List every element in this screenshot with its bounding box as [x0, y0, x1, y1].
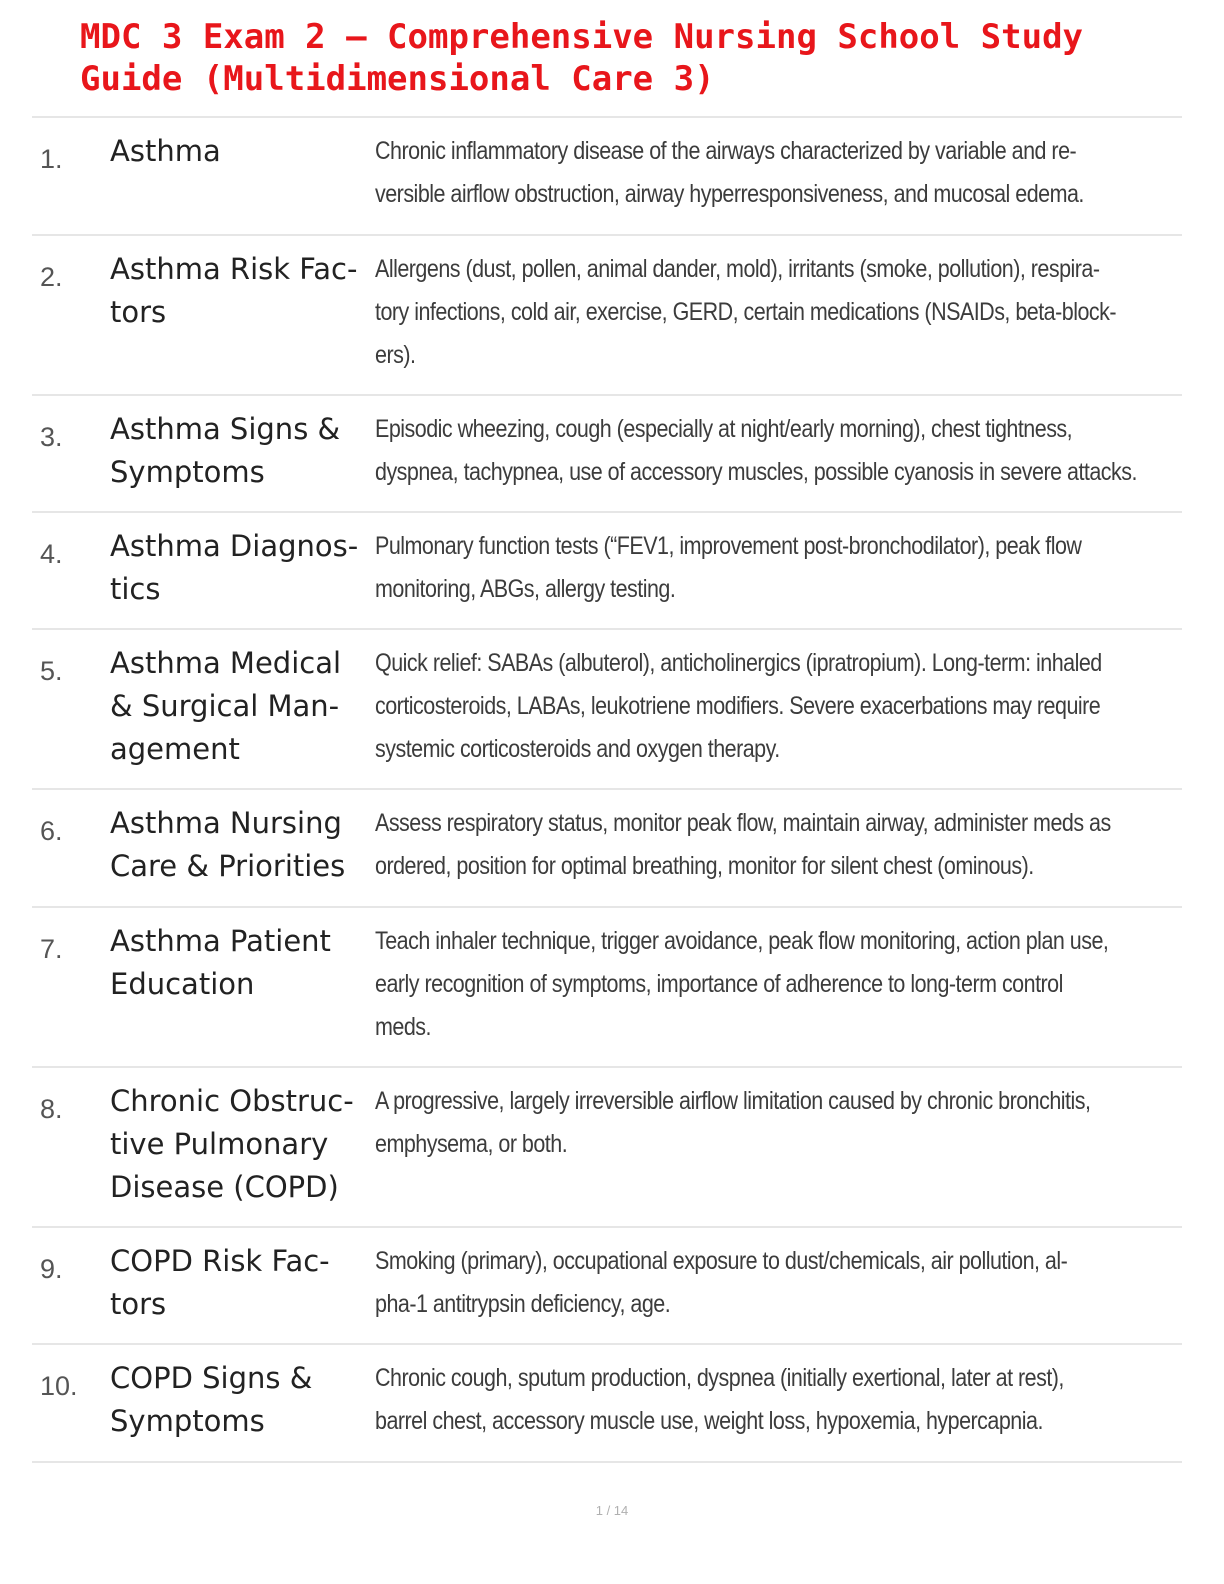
definition-line: ordered, position for optimal breathing, monitor for silent chest (ominous). — [375, 852, 1034, 880]
table-row — [32, 1345, 1182, 1463]
definition-line: Chronic cough, sputum production, dyspnea (initially exertional, later at rest), — [375, 1364, 1064, 1392]
row-number: 9. — [40, 1254, 63, 1284]
term-definition — [375, 130, 1084, 216]
term-label: Asthma Medical & Surgical Man- agement — [110, 646, 342, 766]
definition-line: meds. — [375, 1013, 431, 1041]
page-title: MDC 3 Exam 2 – Comprehensive Nursing School Study Guide (Multidimensional Care 3) — [80, 17, 1084, 99]
term-label: COPD Signs & Symptoms — [110, 1361, 313, 1438]
row-number: 4. — [40, 539, 63, 569]
row-number: 1. — [40, 144, 63, 174]
term-definition — [375, 920, 1109, 1049]
definition-line: Episodic wheezing, cough (especially at night/early morning), chest tightness, — [375, 415, 1073, 443]
table-row — [32, 630, 1182, 790]
row-number: 8. — [40, 1094, 63, 1124]
term-label: Asthma Patient Education — [110, 924, 331, 1001]
study-table — [32, 116, 1182, 1463]
table-row — [32, 236, 1182, 396]
definition-line: Chronic inflammatory disease of the airways characterized by variable and re- — [375, 137, 1077, 165]
definition-line: Assess respiratory status, monitor peak flow, maintain airway, administer meds as — [375, 809, 1111, 837]
term-definition — [375, 1240, 1068, 1326]
term-label: Chronic Obstruc- tive Pulmonary Disease (COPD) — [110, 1084, 354, 1204]
row-number: 6. — [40, 816, 63, 846]
term-label: Asthma Nursing Care & Priorities — [110, 806, 346, 883]
definition-line: systemic corticosteroids and oxygen therapy. — [375, 735, 780, 763]
definition-line: A progressive, largely irreversible airflow limitation caused by chronic bronchitis, — [375, 1087, 1091, 1115]
row-number: 2. — [40, 262, 63, 292]
definition-line: dyspnea, tachypnea, use of accessory muscles, possible cyanosis in severe attacks. — [375, 458, 1137, 486]
term-label: COPD Risk Fac- tors — [110, 1244, 330, 1321]
definition-line: Allergens (dust, pollen, animal dander, mold), irritants (smoke, pollution), respira- — [375, 255, 1100, 283]
definition-line: Smoking (primary), occupational exposure to dust/chemicals, air pollution, al- — [375, 1247, 1068, 1275]
definition-line: tory infections, cold air, exercise, GERD, certain medications (NSAIDs, beta-block- — [375, 298, 1117, 326]
term-definition — [375, 408, 1137, 494]
definition-line: early recognition of symptoms, importance of adherence to long-term control — [375, 970, 1063, 998]
row-number: 7. — [40, 934, 63, 964]
term-label: Asthma Signs & Symptoms — [110, 412, 341, 489]
row-number: 5. — [40, 656, 63, 686]
definition-line: Quick relief: SABAs (albuterol), anticholinergics (ipratropium). Long-term: inhaled — [375, 649, 1102, 677]
definition-line: ers). — [375, 341, 416, 369]
term-label: Asthma — [110, 134, 221, 168]
definition-line: pha-1 antitrypsin deficiency, age. — [375, 1290, 671, 1318]
table-row — [32, 396, 1182, 513]
definition-line: emphysema, or both. — [375, 1130, 568, 1158]
table-row — [32, 118, 1182, 236]
table-row — [32, 790, 1182, 908]
term-definition — [375, 642, 1102, 771]
definition-line: corticosteroids, LABAs, leukotriene modifiers. Severe exacerbations may require — [375, 692, 1101, 720]
table-row — [32, 1228, 1182, 1345]
term-definition — [375, 802, 1111, 888]
table-row — [32, 1068, 1182, 1228]
row-number: 10. — [40, 1371, 78, 1401]
table-row — [32, 908, 1182, 1068]
term-label: Asthma Risk Fac- tors — [110, 252, 358, 329]
term-definition — [375, 1080, 1091, 1166]
definition-line: barrel chest, accessory muscle use, weight loss, hypoxemia, hypercapnia. — [375, 1407, 1043, 1435]
definition-line: monitoring, ABGs, allergy testing. — [375, 575, 676, 603]
term-label: Asthma Diagnos- tics — [110, 529, 359, 606]
definition-line: Pulmonary function tests (“FEV1, improvement post-bronchodilator), peak flow — [375, 532, 1082, 560]
term-definition — [375, 525, 1082, 611]
row-number: 3. — [40, 422, 63, 452]
term-definition — [375, 1357, 1063, 1443]
definition-line: Teach inhaler technique, trigger avoidance, peak flow monitoring, action plan use, — [375, 927, 1109, 955]
term-definition — [375, 248, 1117, 377]
page-number: 1 / 14 — [595, 1503, 629, 1518]
table-row — [32, 513, 1182, 630]
definition-line: versible airflow obstruction, airway hyperresponsiveness, and mucosal edema. — [375, 180, 1084, 208]
